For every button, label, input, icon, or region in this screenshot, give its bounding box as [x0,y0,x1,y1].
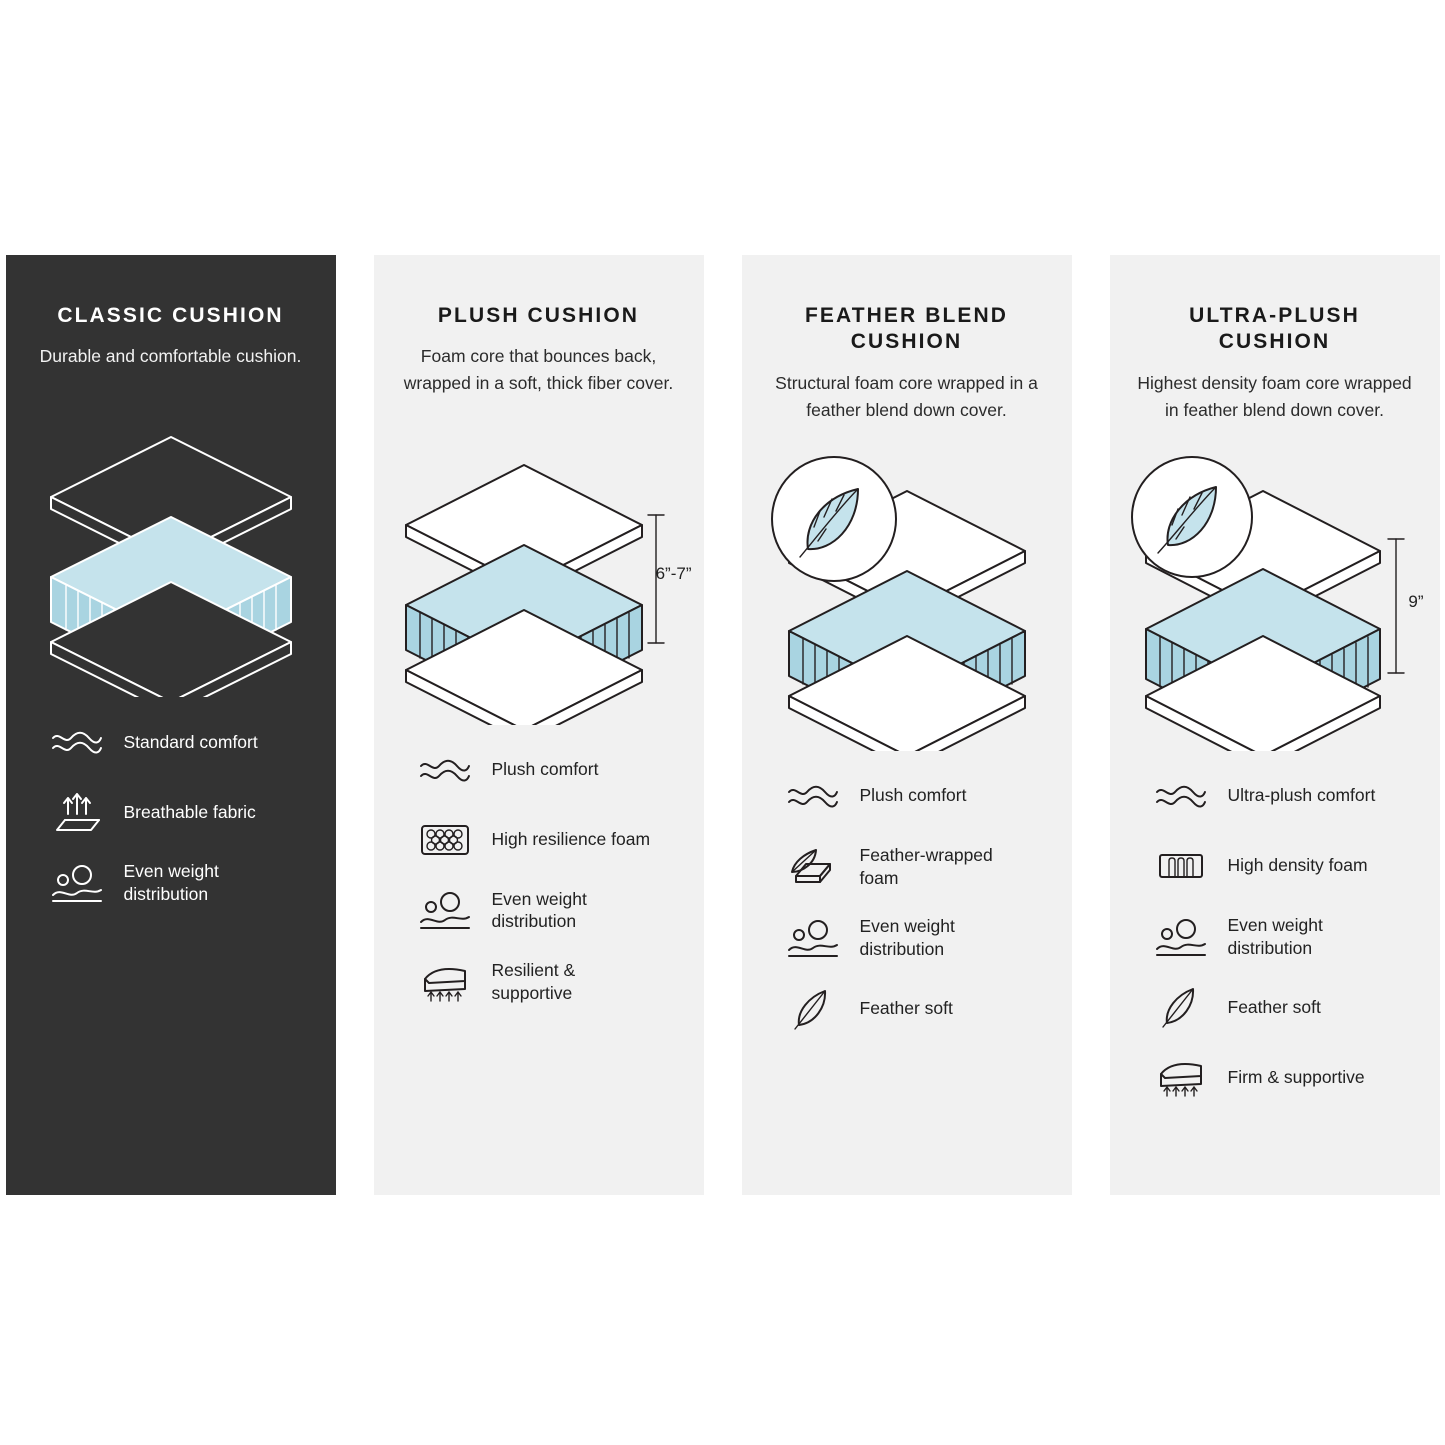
feature-label: Even weight distribution [123,861,219,905]
card-description: Structural foam core wrapped in a feather blend down cover. [775,372,1038,420]
cushion-card-plush-cushion[interactable] [374,255,704,1195]
feature-label: Feather soft [1227,996,1321,1017]
feature-list [396,748,682,1005]
supportive-seat-icon [1154,1055,1208,1099]
feature-item [786,774,1050,818]
feature-item [786,987,1050,1031]
feature-label: Feather soft [859,998,953,1019]
cushion-cards-row [0,255,1445,1195]
cushion-layer-diagram [394,420,692,730]
feature-item [418,818,682,862]
feature-label: Ultra-plush comfort [1227,785,1376,806]
feather-icon [1154,985,1208,1029]
cushion-layer-diagram [762,446,1052,756]
feature-item [418,888,682,934]
feature-list [28,720,314,906]
card-title: ULTRA-PLUSH CUSHION [1189,304,1360,354]
feature-item [1154,985,1418,1029]
leaf-badge-icon [772,457,896,581]
measurement-label: 9” [1408,591,1424,611]
feature-item [418,748,682,792]
wave-icon [1154,774,1208,818]
card-title: PLUSH CUSHION [437,304,640,327]
even-weight-icon [786,916,840,960]
feather-wrapped-foam-icon [786,845,840,889]
cushion-card-feather-blend-cushion[interactable] [742,255,1072,1195]
exploded-cushion-illustration [26,397,316,697]
feature-item [1154,844,1418,888]
feature-label: Even weight distribution [491,888,587,932]
wave-icon [50,720,104,764]
feature-label: Even weight distribution [859,916,955,959]
breathable-fabric-icon [50,790,104,834]
feature-label: Breathable fabric [123,802,256,822]
card-description: Durable and comfortable cushion. [39,346,302,367]
feature-label: Plush comfort [859,785,967,806]
exploded-cushion-illustration [1130,451,1420,751]
card-title: FEATHER BLEND CUSHION [804,304,1009,354]
wave-icon [786,774,840,818]
feature-label: Even weight distribution [1227,914,1323,958]
feature-label: Resilient & supportive [491,960,576,1003]
exploded-cushion-illustration [762,451,1052,751]
feature-item [50,790,314,834]
even-weight-icon [1154,915,1208,959]
wave-icon [418,748,472,792]
feature-label: Standard comfort [123,732,258,752]
feature-label: Firm & supportive [1227,1066,1365,1087]
feature-item [50,720,314,764]
card-title: CLASSIC CUSHION [57,304,284,327]
feature-label: Plush comfort [491,759,599,780]
cushion-layer-diagram [1130,446,1424,756]
feature-item [1154,774,1418,818]
feature-list [1132,774,1418,1100]
feature-label: High density foam [1227,855,1368,876]
even-weight-icon [418,888,472,932]
cushion-layer-diagram [26,392,316,702]
feature-item [1154,914,1418,960]
feature-item [786,844,1050,890]
cushion-card-ultra-plush-cushion[interactable] [1110,255,1440,1195]
high-density-foam-icon [1154,844,1208,888]
card-description: Highest density foam core wrapped in feather blend down cover. [1137,372,1412,420]
feature-item [418,959,682,1005]
honeycomb-foam-icon [418,818,472,862]
measurement-bracket [1388,539,1404,673]
supportive-seat-icon [418,960,472,1004]
feature-list [764,774,1050,1031]
feature-label: High resilience foam [491,829,651,850]
feature-item [1154,1055,1418,1099]
cushion-card-classic-cushion[interactable] [6,255,336,1195]
even-weight-icon [50,861,104,905]
feature-item [786,915,1050,961]
measurement-label: 6”-7” [655,563,692,583]
leaf-badge-icon [1132,457,1252,577]
feather-icon [786,987,840,1031]
card-description: Foam core that bounces back, wrapped in a soft, thick fiber cover. [403,346,674,394]
exploded-cushion-illustration [394,425,684,725]
feature-item [50,860,314,906]
feature-label: Feather-wrapped foam [859,844,993,888]
